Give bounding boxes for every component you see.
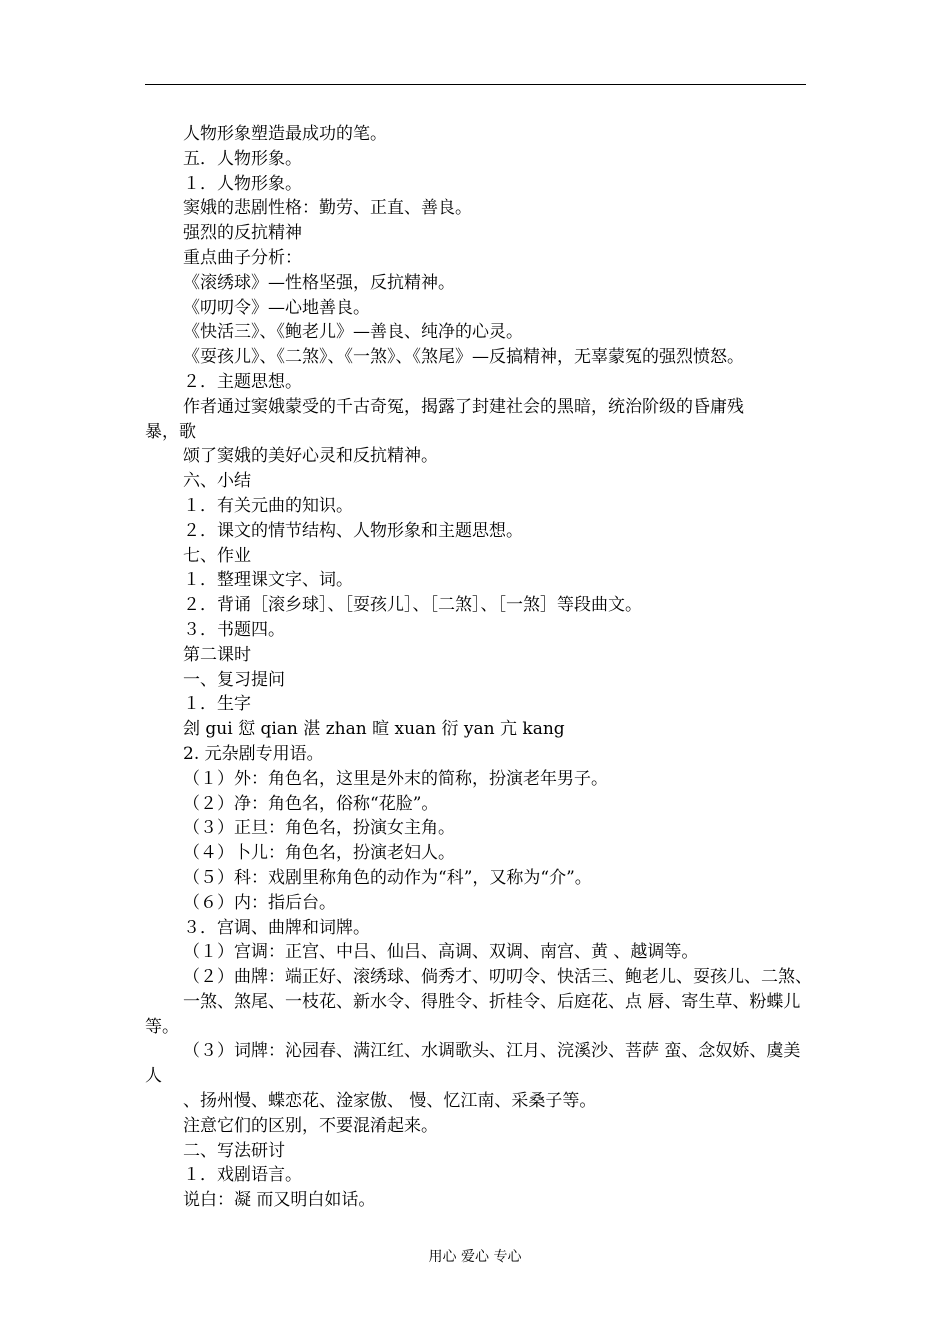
text-line: 等。 xyxy=(145,1016,179,1037)
text-line: 、扬州慢、蝶恋花、淦家傲、 慢、忆江南、采桑子等。 xyxy=(183,1091,597,1112)
text-line: 《叨叨令》—心地善良。 xyxy=(183,297,370,318)
text-line: （３）词牌：沁园春、满江红、水调歌头、江月、浣溪沙、菩萨 蛮、念奴娇、虞美 xyxy=(183,1041,801,1062)
text-line: １．有关元曲的知识。 xyxy=(183,495,353,516)
text-line: 《快活三》、《鲍老儿》—善良、纯净的心灵。 xyxy=(183,322,523,343)
text-line: １．戏剧语言。 xyxy=(183,1165,302,1186)
text-line: （３）正旦：角色名，扮演女主角。 xyxy=(183,818,455,839)
header-rule xyxy=(145,84,806,85)
text-line: 强烈的反抗精神 xyxy=(183,223,302,244)
text-line: 说白：凝 而又明白如话。 xyxy=(183,1190,376,1211)
text-line: ２．背诵［滚乡球］、［耍孩儿］、［二煞］、［一煞］等段曲文。 xyxy=(183,595,642,616)
text-line: 人 xyxy=(145,1066,162,1087)
text-line: 暴，歌 xyxy=(145,421,196,442)
text-line: 二、写法研讨 xyxy=(183,1140,285,1161)
text-line: 作者通过窦娥蒙受的千古奇冤，揭露了封建社会的黑暗，统治阶级的昏庸残 xyxy=(183,396,744,417)
text-line: 人物形象塑造最成功的笔。 xyxy=(183,124,387,144)
text-line: 颂了窦娥的美好心灵和反抗精神。 xyxy=(183,446,438,467)
text-line: （４）卜儿：角色名，扮演老妇人。 xyxy=(183,843,455,864)
text-line: 一煞、煞尾、一枝花、新水令、得胜令、折桂令、后庭花、点 唇、寄生草、粉蝶儿 xyxy=(183,991,801,1012)
text-line: １．整理课文字、词。 xyxy=(183,570,353,591)
text-line: ２．课文的情节结构、人物形象和主题思想。 xyxy=(183,520,523,541)
text-line: ３．宫调、曲牌和词牌。 xyxy=(183,917,370,938)
text-line: 一、复习提问 xyxy=(183,669,285,690)
text-line: ２．主题思想。 xyxy=(183,371,302,392)
text-line: （６）内：指后台。 xyxy=(183,892,336,913)
text-line: （５）科：戏剧里称角色的动作为“科”，又称为“介”。 xyxy=(183,867,592,888)
text-line: １．人物形象。 xyxy=(183,173,302,194)
text-line: 六、小结 xyxy=(183,471,251,492)
text-line: ３．书题四。 xyxy=(183,619,285,640)
text-line: 《耍孩儿》、《二煞》、《一煞》、《煞尾》—反搞精神，无辜蒙冤的强烈愤怒。 xyxy=(183,347,744,368)
page-footer: 用心 爱心 专心 xyxy=(428,1249,522,1265)
text-line: 重点曲子分析： xyxy=(183,247,302,268)
text-line: （１）宫调：正宫、中吕、仙吕、高调、双调、南宫、黄 、越调等。 xyxy=(183,942,699,963)
text-line: 《滚绣球》—性格坚强，反抗精神。 xyxy=(183,272,455,293)
text-line: 五．人物形象。 xyxy=(183,148,302,169)
text-line: 窦娥的悲剧性格：勤劳、正直、善良。 xyxy=(183,198,472,219)
text-line: 第二课时 xyxy=(183,644,251,665)
text-line: （１）外：角色名，这里是外末的简称，扮演老年男子。 xyxy=(183,768,608,789)
text-line: （２）曲牌：端正好、滚绣球、倘秀才、叨叨令、快活三、鲍老儿、耍孩儿、二煞、 xyxy=(183,967,812,988)
document-body xyxy=(145,122,810,1213)
text-line: 2. 元杂剧专用语。 xyxy=(183,743,324,764)
text-line: 刽 gui 愆 qian 湛 zhan 暄 xuan 衍 yan 亢 kang xyxy=(183,719,565,740)
text-line: 七、作业 xyxy=(183,545,251,566)
text-line: １．生字 xyxy=(183,694,251,715)
text-line: 注意它们的区别，不要混淆起来。 xyxy=(183,1115,438,1136)
text-line: （２）净：角色名，俗称“花脸”。 xyxy=(183,793,439,814)
